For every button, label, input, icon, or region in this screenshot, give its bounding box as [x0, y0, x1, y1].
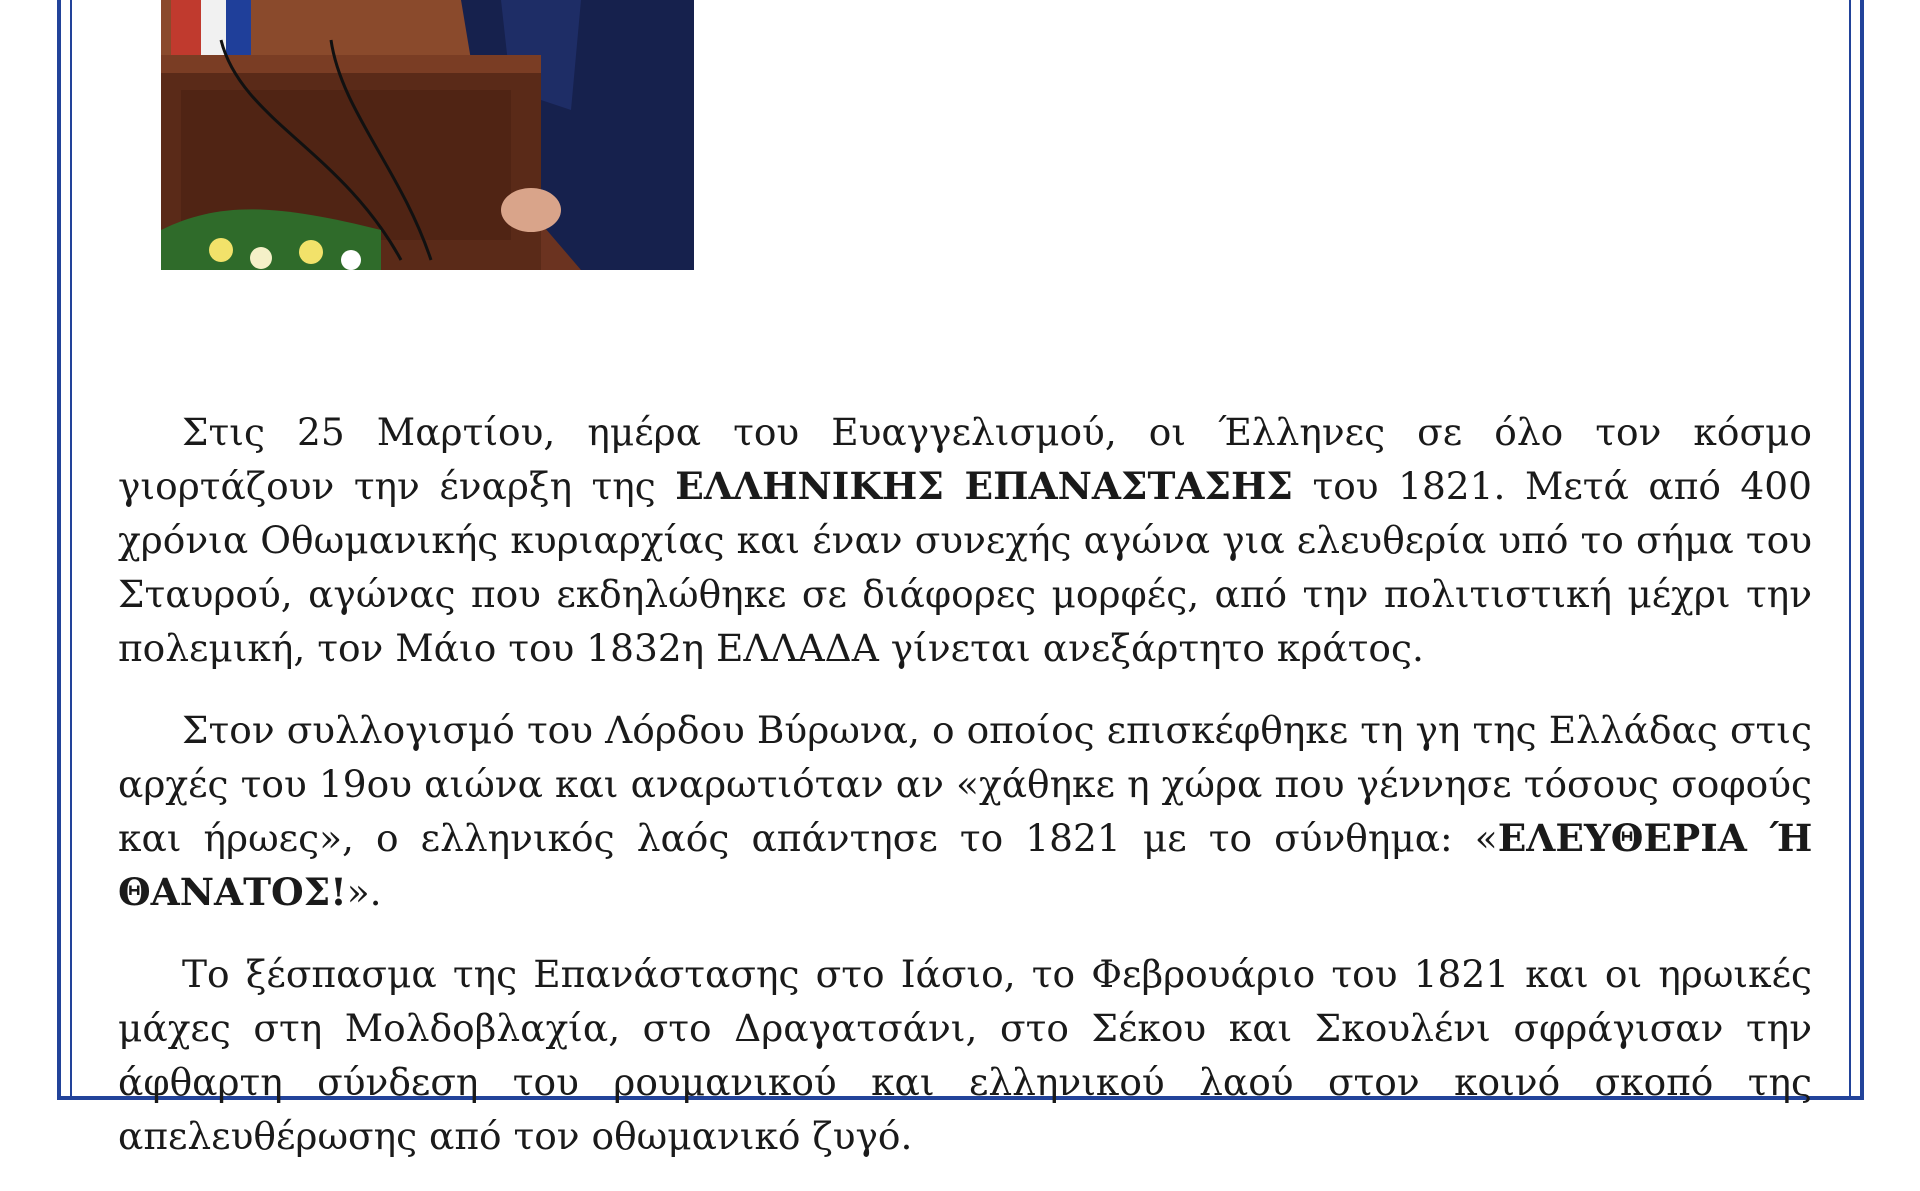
paragraph-2: Στον συλλογισμό του Λόρδου Βύρωνα, ο οποίος επισκέφθηκε τη γη της Ελλάδας στις αρχές του 19ου αιώνα και αναρωτιόταν αν «χάθηκε η χώρα που γέννησε τόσους σοφούς και ήρωες», ο ελληνικός λαός απάντησε το 1821 με το σύνθημα: «ΕΛΕΥΘΕΡΙΑ Ή ΘΑΝΑΤΟΣ!». [118, 708, 1812, 914]
speaker-photo [161, 0, 694, 270]
bold-phrase-revolution: ΕΛΛΗΝΙΚΗΣ ΕΠΑΝΑΣΤΑΣΗΣ [675, 464, 1293, 508]
bold-phrase-slogan: ΕΛΕΥΘΕΡΙΑ Ή ΘΑΝΑΤΟΣ! [118, 816, 1812, 914]
article-body [118, 405, 1812, 1191]
paragraph-1: Στις 25 Μαρτίου, ημέρα του Ευαγγελισμού, οι Έλληνες σε όλο τον κόσμο γιορτάζουν την έναρξη της ΕΛΛΗΝΙΚΗΣ ΕΠΑΝΑΣΤΑΣΗΣ του 1821. Μετά από 400 χρόνια Οθωμανικής κυριαρχίας και έναν συνεχής αγώνα για ελευθερία υπό το σήμα του Σταυρού, αγώνας που εκδηλώθηκε σε διάφορες μορφές, από την πολιτιστική μέχρι την πολεμική, τον Μάιο του 1832η ΕΛΛΑΔΑ γίνεται ανεξάρτητο κράτος. [118, 410, 1812, 670]
paragraph-3: Το ξέσπασμα της Επανάστασης στο Ιάσιο, το Φεβρουάριο του 1821 και οι ηρωικές μάχες στη Μολδοβλαχία, στο Δραγατσάνι, στο Σέκου και Σκουλένι σφράγισαν την άφθαρτη σύνδεση του ρουμανικού και ελληνικού λαού στον κοινό σκοπό της απελευθέρωσης από τον οθωμανικό ζυγό. [118, 952, 1812, 1158]
